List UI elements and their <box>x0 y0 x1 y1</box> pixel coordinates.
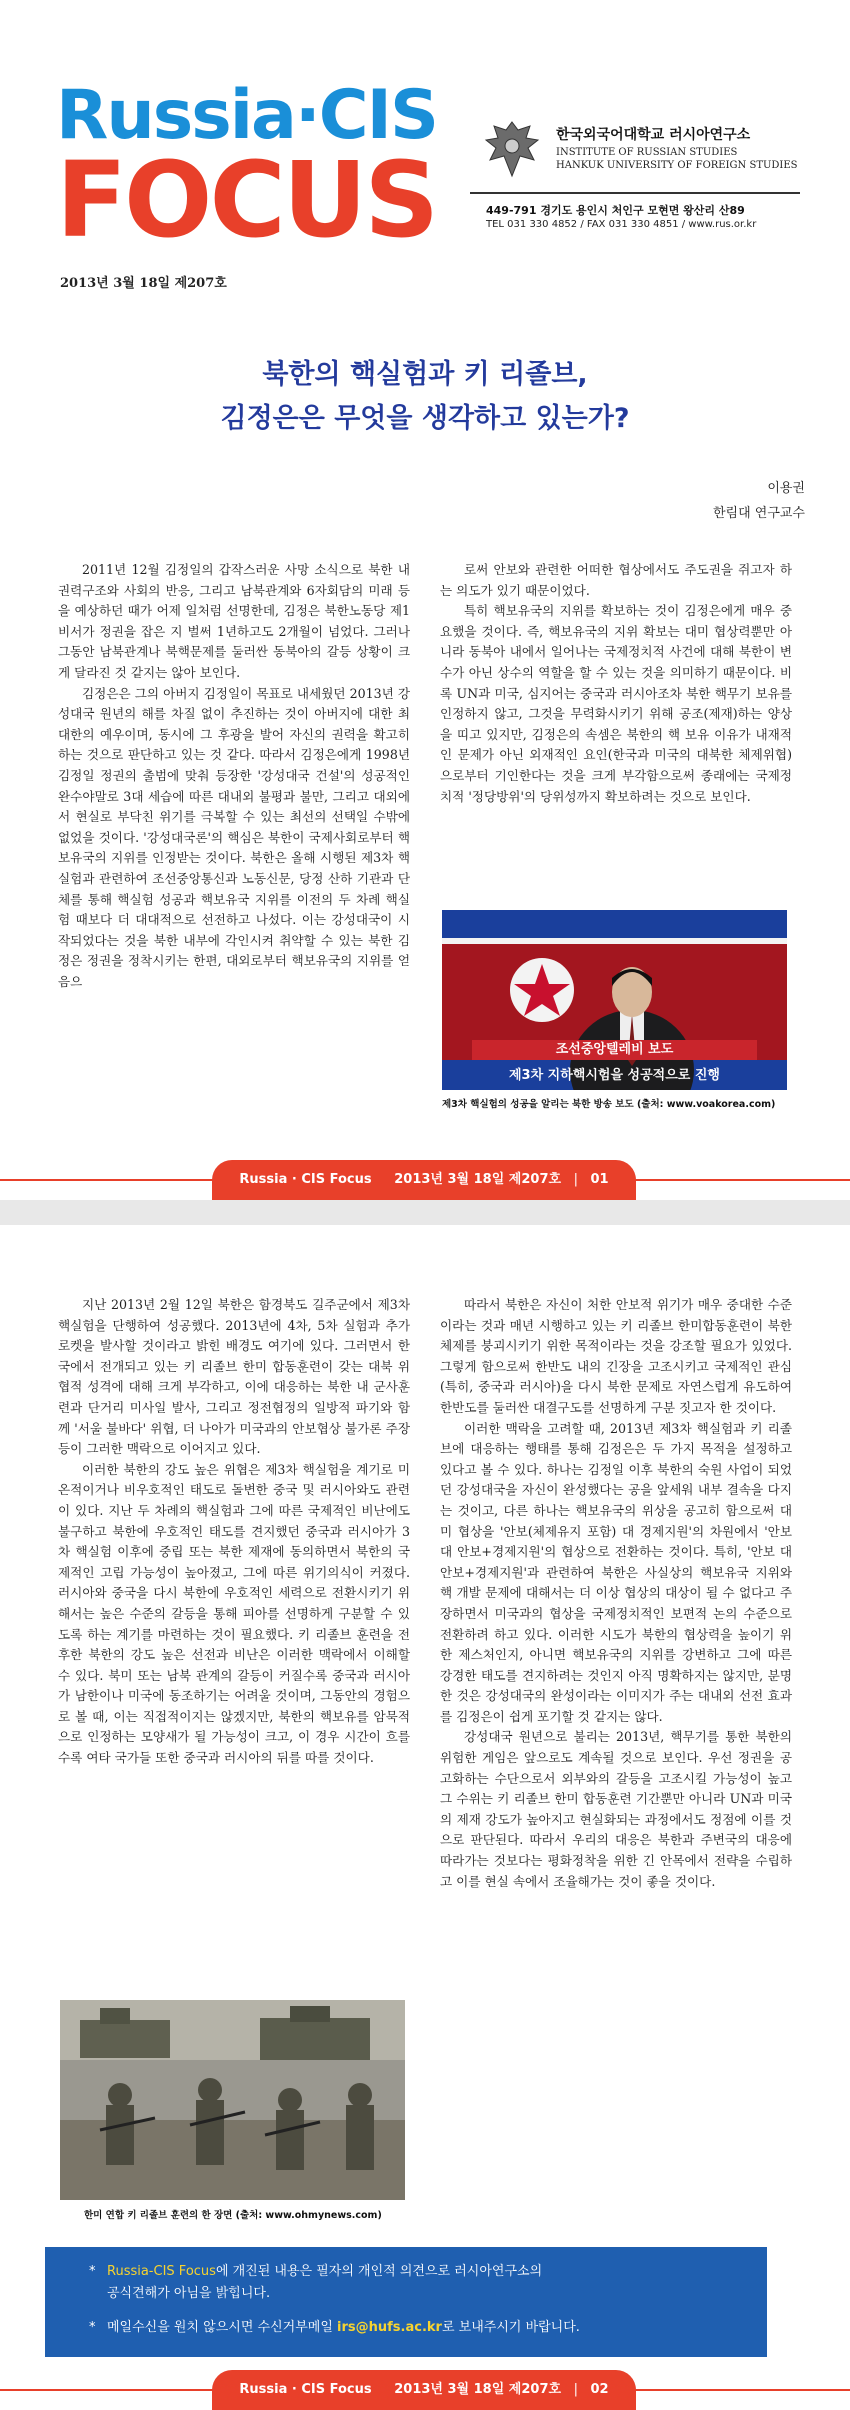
russia-cis-focus-logo <box>56 76 446 262</box>
page-1 <box>0 0 850 1200</box>
notice-text: 메일수신을 원치 않으시면 수신거부메일 <box>107 2320 333 2335</box>
article-title-line1: 북한의 핵실험과 키 리졸브, <box>262 359 588 390</box>
logo-top-text: Russia·CIS <box>56 76 437 155</box>
paragraph: 강성대국 원년으로 불리는 2013년, 핵무기를 통한 북한의 위험한 게임은 앞으로도 계속될 것으로 보인다. 우선 정권을 공고화하는 수단으로서 외부와의 갈등을 고조시킬 가능성이 높고 그 수위는 키 리졸브 한미 합동훈련 기간뿐만 아니라 UN과 미국의 제재 강도가 높아지고 현실화되는 과정에서도 정점에 이를 것으로 판단된다. 따라서 우리의 대응은 북한과 주변국의 대응에 따라가는 것보다는 평화정착을 위한 긴 안목에서 전략을 수립하고 이를 현실 속에서 조율해가는 것이 좋을 것이다. <box>440 1729 792 1889</box>
broadcast-banner-top: 조선중앙텔레비 보도 <box>472 1040 757 1060</box>
page2-left-column <box>58 1295 410 1769</box>
eagle-emblem-icon <box>482 118 542 180</box>
broadcast-image <box>442 910 787 1090</box>
author-name: 이용권 <box>767 481 805 496</box>
page2-right-column <box>440 1295 792 1892</box>
paragraph: 이러한 북한의 강도 높은 위협은 제3차 핵실험을 계기로 미온적이거나 비우호적인 태도로 돌변한 중국 및 러시아와도 관련이 있다. 지난 두 차례의 핵실험과 그에 따른 국제적인 비난에도 불구하고 북한에 우호적인 태도를 견지했던 중국과 러시아가 3차 핵실험 이후에 중립 또는 북한 제재에 동의하면서 북한의 국제적인 고립 가능성이 높아졌고, 그에 따른 위기의식이 커졌다. 러시아와 중국을 다시 북한에 우호적인 세력으로 전환시키기 위해서는 높은 수준의 갈등을 통해 피아를 선명하게 구분할 수 있도록 하는 계기를 마련하는 것이 필요했다. 키 리졸브 훈련을 전후한 북한의 강도 높은 선전과 비난은 이러한 맥락에서 이해할 수 있다. 북미 또는 남북 관계의 갈등이 커질수록 중국과 러시아가 남한이나 미국에 동조하기는 어려울 것이며, 그동안의 경험으로 볼 때, 이는 직접적이지는 않겠지만, 북한의 핵보유를 암묵적으로 인정하는 모양새가 될 가능성이 크고, 이 경우 시간이 흐를수록 여타 국가들 또한 중국과 러시아의 뒤를 따를 것이다. <box>58 1461 410 1766</box>
paragraph: 이러한 맥락을 고려할 때, 2013년 제3차 핵실험과 키 리졸브에 대응하는 행태를 통해 김정은은 두 가지 목적을 설정하고 있다고 볼 수 있다. 하나는 김정일 이후 북한의 숙원 사업이 되었던 강성대국을 자신이 완성했다는 공을 앞세워 내부 결속을 다지는 것이고, 다른 하나는 핵보유국의 위상을 공고히 함으로써 대미 협상을 '안보(체제유지 포함) 대 경제지원'의 차원에서 '안보 대 안보+경제지원'의 협상으로 전환하는 것이다. 특히, '안보 대 안보+경제지원'과 관련하여 북한은 사실상의 핵보유국 지위와 핵 개발 문제에 대해서는 더 이상 협상의 대상이 될 수 없다고 주장하면서 미국과의 협상을 국제정치적인 보편적 논의 수준으로 전환하려 하고 있다. 이러한 시도가 북한의 협상력을 높이기 위한 제스처인지, 아니면 핵보유국의 지위를 강변하고 그에 따른 강경한 태도를 견지하려는 것인지 아직 명확하지는 않지만, 분명한 것은 강성대국의 완성이라는 이미지가 주는 대내외 선전 효과를 김정은이 쉽게 포기할 것 같지는 않다. <box>440 1420 792 1724</box>
footer-page-number: 01 <box>590 1172 609 1187</box>
notice-line-1 <box>89 2261 543 2283</box>
page-footer <box>0 2370 850 2410</box>
photo-caption: 한미 연합 키 리졸브 훈련의 한 장면 (출처: www.ohmynews.com) <box>84 2210 382 2221</box>
footer-brand: Russia · CIS Focus <box>239 2382 372 2397</box>
paragraph: 로써 안보와 관련한 어떠한 협상에서도 주도권을 쥐고자 하는 의도가 있기 때문이었다. <box>440 562 792 598</box>
notice-text: 로 보내주시기 바랍니다. <box>441 2320 580 2335</box>
disclaimer-notice <box>45 2247 767 2357</box>
institute-english-name <box>556 146 798 172</box>
institute-name: 한국외국어대학교 러시아연구소 <box>556 127 751 143</box>
footer-separator: | <box>573 1172 578 1187</box>
notice-email-link[interactable]: irs@hufs.ac.kr <box>337 2320 442 2335</box>
page1-left-column <box>58 560 410 992</box>
footer-date: 2013년 3월 18일 제207호 <box>394 1172 562 1187</box>
notice-bullet: * <box>89 2320 96 2335</box>
notice-line-2: 공식견해가 아님을 밝힙니다. <box>107 2286 271 2301</box>
notice-text: 에 개진된 내용은 필자의 개인적 의견으로 러시아연구소의 <box>215 2264 543 2279</box>
footer-separator: | <box>573 2382 578 2397</box>
institute-contact: TEL 031 330 4852 / FAX 031 330 4851 / www.rus.or.kr <box>486 219 757 230</box>
paragraph: 지난 2013년 2월 12일 북한은 함경북도 길주군에서 제3차 핵실험을 단행하여 성공했다. 2013년에 4차, 5차 실험과 추가 로켓을 발사할 것이라고 밝힌 배경도 여기에 있다. 그러면서 한국에서 전개되고 있는 키 리졸브 한미 합동훈련이 갖는 대북 위협적 성격에 대해 크게 부각하고, 이에 대응하는 북한 내 군사훈련과 단거리 미사일 발사, 그리고 정전협정의 일방적 파기와 함께 '서울 불바다' 위협, 더 나아가 미국과의 안보협상 불가론 주장 등이 그러한 맥락으로 이어지고 있다. <box>58 1297 410 1457</box>
logo-bottom-text: FOCUS <box>56 139 437 261</box>
news-broadcast-photo <box>442 910 787 1090</box>
page-2 <box>0 1225 850 2410</box>
photo-caption: 제3차 핵실험의 성공을 알리는 북한 방송 보도 (출처: www.voakorea.com) <box>442 1099 776 1110</box>
paragraph: 특히 핵보유국의 지위를 확보하는 것이 김정은에게 매우 중요했을 것이다. 즉, 핵보유국의 지위 확보는 대미 협상력뿐만 아니라 동북아 내에서 일어나는 국제정치적 사건에 대해 북한이 변수가 아닌 상수의 역할을 할 수 있는 것을 의미하기 때문이다. 비록 UN과 미국, 심지어는 중국과 러시아조차 북한 핵무기 보유를 인정하지 않고, 그것을 무력화시키기 위해 공조(제재)하는 양상을 띠고 있지만, 김정은의 속셈은 북한의 핵 보유 이유가 내재적인 문제가 아닌 외재적인 요인(한국과 미국의 대북한 체제위협)으로부터 기인한다는 것을 크게 부각함으로써 종래에는 국제정치적 '정당방위'의 당위성까지 확보하려는 것으로 보인다. <box>440 603 792 804</box>
footer-label <box>212 2370 636 2410</box>
notice-brand: Russia-CIS Focus <box>107 2264 216 2279</box>
paragraph: 따라서 북한은 자신이 처한 안보적 위기가 매우 중대한 수준이라는 것과 매년 시행하고 있는 키 리졸브 한미합동훈련이 북한 체제를 붕괴시키기 위한 목적이라는 것을 강조할 필요가 있었다. 그렇게 함으로써 한반도 내의 긴장을 고조시키고 국제적인 관심(특히, 중국과 러시아)을 다시 북한 문제로 자연스럽게 유도하여 한반도를 둘러싼 대결구도를 선명하게 구분 짓고자 한 것이다. <box>440 1297 792 1415</box>
institute-address: 449-791 경기도 용인시 처인구 모현면 왕산리 산89 <box>486 204 745 217</box>
author-affiliation: 한림대 연구교수 <box>712 506 805 521</box>
footer-date: 2013년 3월 18일 제207호 <box>394 2382 562 2397</box>
footer-page-number: 02 <box>590 2382 609 2397</box>
footer-label <box>212 1160 636 1200</box>
page1-right-column <box>440 560 792 807</box>
article-title-line2: 김정은은 무엇을 생각하고 있는가? <box>220 403 630 434</box>
military-exercise-photo <box>60 2000 405 2200</box>
issue-date: 2013년 3월 18일 제207호 <box>60 276 227 291</box>
paragraph: 김정은은 그의 아버지 김정일이 목표로 내세웠던 2013년 강성대국 원년의 해를 차질 없이 추진하는 것이 아버지에 대한 최대한의 예우이며, 동시에 그 후광을 발어 자신의 권력을 확고히 하는 것으로 판단하고 있는 것 같다. 따라서 김정은에게 1998년 김정일 정권의 출범에 맞춰 등장한 '강성대국 건설'의 성공적인 완수야말로 3대 세습에 따른 대내외 불평과 불만, 그리고 대외에서 현실로 부닥친 위기를 극복할 수 있는 최선의 선택일 수밖에 없었을 것이다. '강성대국론'의 핵심은 북한이 국제사회로부터 핵보유국의 지위를 인정받는 것이다. 북한은 올해 시행된 제3차 핵실험과 관련하여 조선중앙통신과 노동신문, 당정 산하 기관과 단체를 통해 핵실험 성공과 핵보유국 지위를 이전의 두 차례 핵실험 때보다 더 대대적으로 선전하고 나섰다. 이는 강성대국이 시작되었다는 것을 북한 내부에 각인시켜 취약할 수 있는 북한 김정은 정권을 정착시키는 한편, 대외로부터 핵보유국의 지위를 얻음으 <box>58 685 410 989</box>
notice-bullet: * <box>89 2264 96 2279</box>
footer-brand: Russia · CIS Focus <box>239 1172 372 1187</box>
page-footer <box>0 1160 850 1200</box>
institute-en-line2: HANKUK UNIVERSITY OF FOREIGN STUDIES <box>556 160 798 171</box>
divider <box>470 192 800 194</box>
notice-line-3 <box>89 2317 580 2339</box>
institute-en-line1: INSTITUTE OF RUSSIAN STUDIES <box>556 147 738 158</box>
paragraph: 2011년 12월 김정일의 갑작스러운 사망 소식으로 북한 내 권력구조와 사회의 반응, 그리고 남북관계와 6자회담의 미래 등을 예상하던 때가 어제 일처럼 선명한데, 김정은 북한노동당 제1비서가 정권을 잡은 지 벌써 1년하고도 2개월이 넘었다. 그러나 그동안 남북관계나 북핵문제를 둘러싼 동북아의 갈등 상황이 크게 달라진 것 같지는 않아 보인다. <box>58 562 410 680</box>
exercise-image <box>60 2000 405 2200</box>
institute-block <box>470 82 800 237</box>
broadcast-banner-bottom: 제3차 지하핵시험을 성공적으로 진행 <box>509 1068 720 1083</box>
